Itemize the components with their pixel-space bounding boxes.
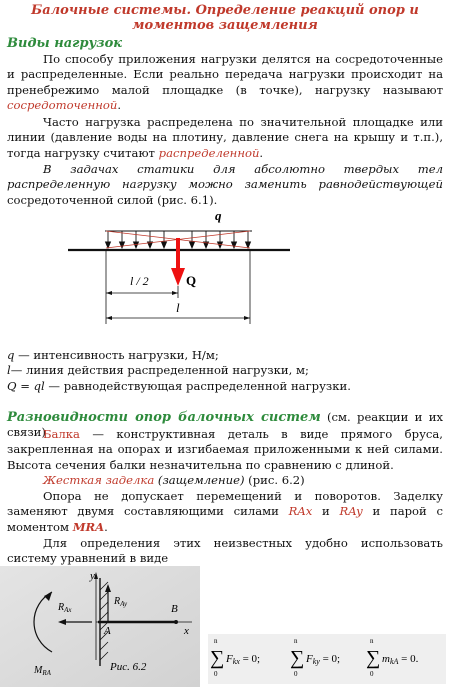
dimension-arrowhead xyxy=(106,291,112,295)
section-heading-supports: Разновидности опор балочных систем (см. реакции и их связи) xyxy=(7,410,443,440)
paragraph-distributed: Часто нагрузка распределена по значительной площадке или линии (давление воды на плотину, давление снега на крышу и т.п.), тогда нагрузку считают распределенной. xyxy=(7,115,443,160)
equation-sum-fx xyxy=(210,637,260,678)
term-concentrated: сосредоточенной xyxy=(7,97,118,112)
paragraph-equations-intro: Для определения этих неизвестных удобно использовать систему уравнений в виде xyxy=(7,536,443,566)
label-point-B: B xyxy=(171,603,178,615)
equation-sum-fy xyxy=(290,637,340,678)
dimension-arrowhead xyxy=(172,291,178,295)
term-beam: Балка xyxy=(43,427,80,441)
label-x-axis: x xyxy=(184,625,189,637)
svg-text:n: n xyxy=(370,637,374,645)
definition-Q: Q = ql — равнодействующая распределенной нагрузки. xyxy=(7,379,351,393)
paragraph-support-reactions: Опора не допускает перемещений и поворотов. Заделку заменяют двумя составляющими силами RAx и RAy и парой с моментом MRA. xyxy=(7,489,443,534)
definition-q: q — интенсивность нагрузки, Н/м; xyxy=(7,348,219,362)
svg-text:n: n xyxy=(214,637,218,645)
svg-text:mkA = 0.: mkA = 0. xyxy=(382,653,419,666)
section-heading-loads: Виды нагрузок xyxy=(7,36,123,51)
term-distributed: распределенной xyxy=(158,145,260,160)
point-B-marker xyxy=(174,620,178,624)
svg-text:∑: ∑ xyxy=(366,647,381,669)
label-RAx: $R_{Ax}$ xyxy=(58,602,72,614)
symbol-MRA: MRA xyxy=(72,519,105,534)
svg-text:n: n xyxy=(294,637,298,645)
resultant-arrowhead xyxy=(171,268,185,286)
symbol-RAy: RAy xyxy=(339,504,363,519)
label-resultant-Q: Q xyxy=(186,273,197,288)
figure-fixed-support xyxy=(0,566,200,687)
label-point-A: A xyxy=(104,625,111,637)
label-y-axis: y xyxy=(90,570,95,582)
paragraph-fixed-support: Жесткая заделка (защемление) (рис. 6.2) xyxy=(43,473,305,487)
paragraph-load-types: По способу приложения нагрузки делятся на сосредоточенные и распределенные. Если реально передача нагрузки происходит на пренебрежимо малой площадке (в точке), нагрузку называют сосредоточенной. xyxy=(7,52,443,112)
svg-text:0: 0 xyxy=(370,670,374,678)
label-q: q xyxy=(215,208,222,223)
symbol-RAx: RAx xyxy=(288,504,313,519)
svg-text:Fky = 0;: Fky = 0; xyxy=(306,653,341,666)
term-fixed-support: Жесткая заделка xyxy=(43,473,155,487)
page-title: Балочные системы. Определение реакций опор и моментов защемления xyxy=(31,3,419,33)
figure-caption: Рис. 6.2 xyxy=(110,661,147,673)
svg-text:Fkx = 0;: Fkx = 0; xyxy=(226,653,261,666)
svg-text:0: 0 xyxy=(214,670,218,678)
equilibrium-equations xyxy=(208,634,446,684)
label-length: l xyxy=(176,300,180,315)
dimension-arrowhead xyxy=(106,316,112,320)
figure-distributed-load xyxy=(0,200,450,348)
paragraph-resultant: В задачах статики для абсолютно твердых тел распределенную нагрузку можно заменить равнодействующей сосредоточенной силой (рис. 6.1). xyxy=(7,162,443,207)
svg-text:0: 0 xyxy=(294,670,298,678)
paragraph-beam: Балка — конструктивная деталь в виде прямого бруса, закрепленная на опорах и изгибаемая приложенными к ней силами. Высота сечения балки незначительна по сравнению с длиной. xyxy=(7,427,443,472)
definition-l: l— линия действия распределенной нагрузки, м; xyxy=(7,363,309,377)
label-half-length: l / 2 xyxy=(130,274,149,288)
svg-text:∑: ∑ xyxy=(210,647,225,669)
dimension-arrowhead xyxy=(244,316,250,320)
svg-text:∑: ∑ xyxy=(290,647,305,669)
label-moment: $M_{RA}$ xyxy=(34,665,51,677)
equation-sum-moments xyxy=(366,637,419,678)
label-RAy: $R_{Ay}$ xyxy=(114,596,128,608)
